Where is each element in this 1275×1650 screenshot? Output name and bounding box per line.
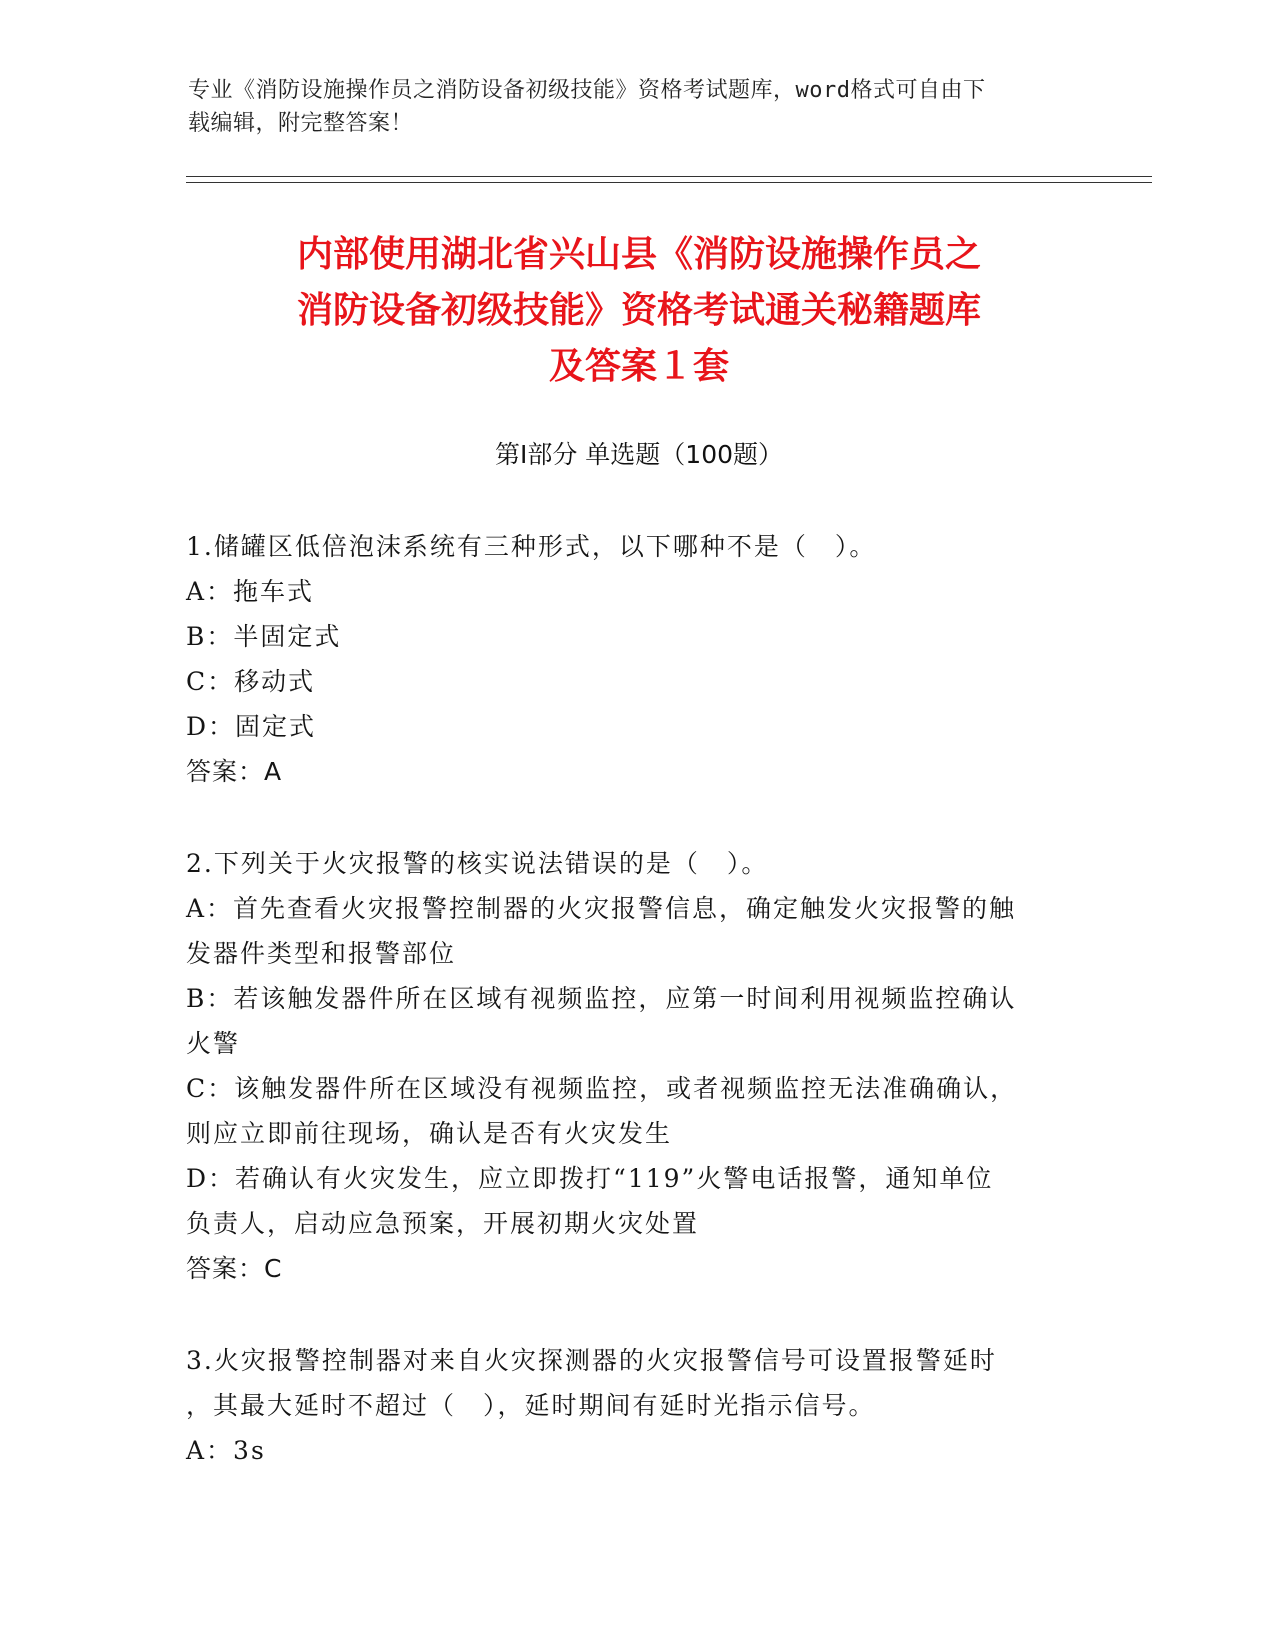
option-b: B：半固定式 — [186, 622, 342, 651]
document-title — [180, 227, 1098, 395]
question-stem: 3.火灾报警控制器对来自火灾探测器的火灾报警信号可设置报警延时 — [186, 1346, 997, 1375]
header-note-line: 专业《消防设施操作员之消防设备初级技能》资格考试题库，word格式可自由下 — [188, 78, 986, 103]
question-list — [186, 524, 1086, 1519]
option-b-continued: 火警 — [186, 1029, 241, 1058]
option-d-continued: 负责人，启动应急预案，开展初期火灾处置 — [186, 1209, 700, 1238]
option-b: B：若该触发器件所在区域有视频监控，应第一时间利用视频监控确认 — [186, 984, 1017, 1013]
answer: 答案：A — [186, 757, 283, 786]
document-title-line: 及答案１套 — [548, 346, 729, 387]
answer: 答案：C — [186, 1254, 283, 1283]
option-d: D：若确认有火灾发生，应立即拨打“119”火警电话报警，通知单位 — [186, 1164, 994, 1193]
document-title-line: 消防设备初级技能》资格考试通关秘籍题库 — [296, 290, 981, 331]
option-c-continued: 则应立即前往现场，确认是否有火灾发生 — [186, 1119, 673, 1148]
document-title-line: 内部使用湖北省兴山县《消防设施操作员之 — [296, 234, 981, 275]
option-a: A：拖车式 — [186, 577, 315, 606]
question-3 — [186, 1338, 1086, 1473]
question-2 — [186, 841, 1086, 1292]
section-title: 第Ⅰ部分 单选题（100题） — [494, 440, 784, 469]
header-note-line: 载编辑，附完整答案！ — [188, 111, 414, 136]
option-d: D：固定式 — [186, 712, 317, 741]
question-stem: 1.储罐区低倍泡沫系统有三种形式，以下哪种不是（ ）。 — [186, 532, 877, 561]
question-1 — [186, 524, 1086, 795]
header-note — [188, 74, 1068, 140]
option-a: A：3s — [186, 1436, 266, 1465]
option-a: A：首先查看火灾报警控制器的火灾报警信息，确定触发火灾报警的触 — [186, 894, 1017, 923]
header-divider — [186, 176, 1152, 177]
option-c: C：该触发器件所在区域没有视频监控，或者视频监控无法准确确认， — [186, 1074, 1018, 1103]
option-c: C：移动式 — [186, 667, 316, 696]
option-a-continued: 发器件类型和报警部位 — [186, 939, 457, 968]
header-divider — [186, 182, 1152, 183]
question-stem: 2.下列关于火灾报警的核实说法错误的是（ ）。 — [186, 849, 769, 878]
question-stem-continued: ，其最大延时不超过（ ），延时期间有延时光指示信号。 — [186, 1391, 876, 1420]
